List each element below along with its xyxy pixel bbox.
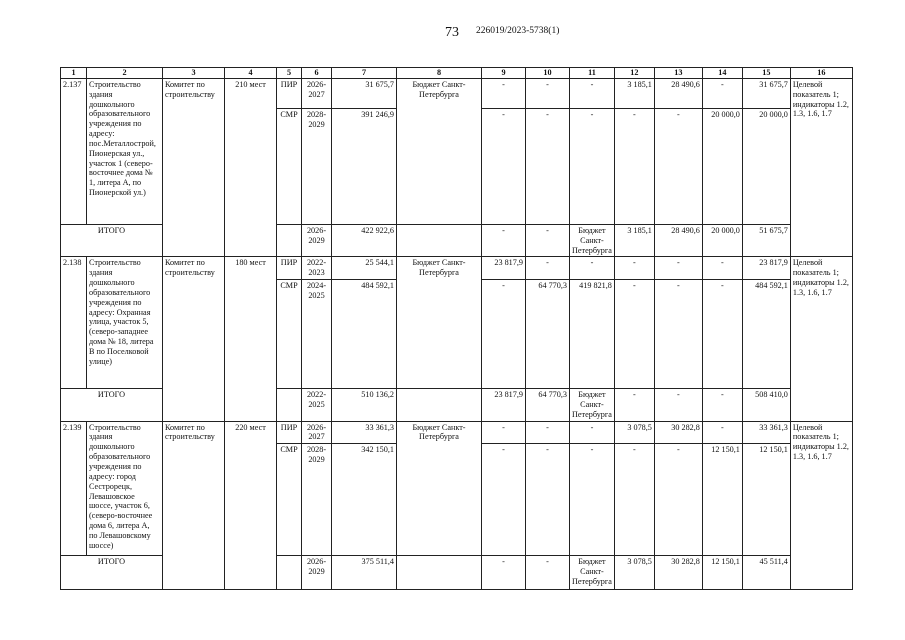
column-header: 2 [87,68,163,79]
object-description: Строительство здания дошкольного образовательного учреждения по адресу: пос.Металлострой, Пионерская ул., участок 1 (северо-восточнее дома № 1, литера А, по Пионерской ул.) [87,78,163,224]
value-cell: 64 770,3 [526,389,570,422]
value-cell: - [614,257,654,280]
column-header: 13 [654,68,702,79]
page-number: 73 [445,25,459,40]
indicator-note: Целевой показатель 1; индикаторы 1.2, 1.3, 1.6, 1.7 [790,421,852,590]
committee: Комитет по строительству [163,257,225,421]
total-cost: 33 361,3 [332,421,397,444]
value-cell: - [614,444,654,556]
value-cell: 28 490,6 [654,224,702,257]
total-cost: 422 922,6 [332,224,397,257]
value-cell: 12 150,1 [742,444,790,556]
column-header: 4 [225,68,277,79]
value-cell: 45 511,4 [742,556,790,590]
value-cell: 20 000,0 [702,224,742,257]
value-cell: - [702,421,742,444]
years: 2026-2027 [302,78,332,108]
value-cell: 3 078,5 [614,556,654,590]
document-id: 226019/2023-5738(1) [476,26,560,36]
value-cell: 30 282,8 [654,556,702,590]
program-table [60,67,853,590]
years: 2028-2029 [302,444,332,556]
value-cell: - [702,280,742,389]
itogo-budget: Бюджет Санкт-Петербурга [570,224,615,257]
value-cell: 33 361,3 [742,421,790,444]
value-cell: 23 817,9 [482,257,526,280]
table-row [61,257,853,280]
value-cell: - [482,421,526,444]
page-header [0,25,905,45]
column-header: 6 [302,68,332,79]
table-row [61,421,853,444]
value-cell: - [526,444,570,556]
total-cost: 375 511,4 [332,556,397,590]
value-cell: 28 490,6 [654,78,702,108]
total-cost: 342 150,1 [332,444,397,556]
committee: Комитет по строительству [163,421,225,590]
itogo-budget: Бюджет Санкт-Петербурга [570,389,615,422]
years: 2022-2025 [302,389,332,422]
value-cell: 20 000,0 [702,108,742,224]
value-cell: - [482,108,526,224]
value-cell: 419 821,8 [570,280,615,389]
committee: Комитет по строительству [163,78,225,257]
capacity: 220 мест [225,421,277,590]
column-header: 1 [61,68,87,79]
entry-number: 2.139 [61,421,87,556]
years: 2026-2029 [302,556,332,590]
object-description: Строительство здания дошкольного образовательного учреждения по адресу: Охранная улица, участок 5, (северо-западнее дома № 18, литера В по Поселковой улице) [87,257,163,389]
itogo-label: ИТОГО [61,224,163,257]
itogo-label: ИТОГО [61,389,163,422]
value-cell: 508 410,0 [742,389,790,422]
column-header: 10 [526,68,570,79]
capacity: 210 мест [225,78,277,257]
value-cell: 12 150,1 [702,444,742,556]
value-cell: - [614,280,654,389]
entry-number: 2.137 [61,78,87,224]
value-cell: - [482,280,526,389]
total-cost: 25 544,1 [332,257,397,280]
value-cell: - [482,224,526,257]
value-cell: 30 282,8 [654,421,702,444]
column-header: 8 [397,68,482,79]
value-cell: - [654,444,702,556]
funding-source: Бюджет Санкт-Петербурга [397,421,482,556]
itogo-label: ИТОГО [61,556,163,590]
value-cell: - [482,78,526,108]
value-cell: - [614,389,654,422]
work-type: ПИР [277,421,302,444]
value-cell: - [570,78,615,108]
value-cell: - [482,444,526,556]
total-cost: 484 592,1 [332,280,397,389]
value-cell: 31 675,7 [742,78,790,108]
work-type: СМР [277,280,302,389]
value-cell: 23 817,9 [482,389,526,422]
value-cell: - [570,444,615,556]
years: 2026-2027 [302,421,332,444]
table-row [61,78,853,108]
capacity: 180 мест [225,257,277,421]
value-cell: - [570,108,615,224]
value-cell: - [570,421,615,444]
total-cost: 510 136,2 [332,389,397,422]
indicator-note: Целевой показатель 1; индикаторы 1.2, 1.3, 1.6, 1.7 [790,78,852,257]
value-cell: - [702,389,742,422]
value-cell: - [654,257,702,280]
value-cell: - [654,389,702,422]
itogo-budget: Бюджет Санкт-Петербурга [570,556,615,590]
value-cell: - [526,108,570,224]
value-cell: - [526,421,570,444]
work-type: ПИР [277,78,302,108]
value-cell: 3 185,1 [614,78,654,108]
value-cell: - [702,257,742,280]
value-cell: - [702,78,742,108]
years: 2028-2029 [302,108,332,224]
value-cell: - [614,108,654,224]
value-cell: 20 000,0 [742,108,790,224]
value-cell: 23 817,9 [742,257,790,280]
value-cell: 51 675,7 [742,224,790,257]
work-type: ПИР [277,257,302,280]
value-cell: - [526,224,570,257]
value-cell: - [654,280,702,389]
value-cell: - [570,257,615,280]
value-cell: - [526,556,570,590]
entry-number: 2.138 [61,257,87,389]
value-cell: 64 770,3 [526,280,570,389]
indicator-note: Целевой показатель 1; индикаторы 1.2, 1.3, 1.6, 1.7 [790,257,852,421]
funding-source: Бюджет Санкт-Петербурга [397,257,482,389]
column-number-row [61,68,853,79]
value-cell: 484 592,1 [742,280,790,389]
column-header: 3 [163,68,225,79]
object-description: Строительство здания дошкольного образовательного учреждения по адресу: город Сестрорецк, Левашовское шоссе, участок 6, (северо-восточнее дома 6, литера А, по Левашовскому шоссе) [87,421,163,556]
total-cost: 391 246,9 [332,108,397,224]
value-cell: - [654,108,702,224]
years: 2022-2023 [302,257,332,280]
work-type: СМР [277,444,302,556]
column-header: 7 [332,68,397,79]
column-header: 14 [702,68,742,79]
column-header: 9 [482,68,526,79]
total-cost: 31 675,7 [332,78,397,108]
value-cell: 12 150,1 [702,556,742,590]
value-cell: - [526,78,570,108]
value-cell: 3 185,1 [614,224,654,257]
column-header: 12 [614,68,654,79]
years: 2026-2029 [302,224,332,257]
value-cell: 3 078,5 [614,421,654,444]
value-cell: - [482,556,526,590]
column-header: 5 [277,68,302,79]
work-type: СМР [277,108,302,224]
column-header: 11 [570,68,615,79]
column-header: 16 [790,68,852,79]
years: 2024-2025 [302,280,332,389]
column-header: 15 [742,68,790,79]
funding-source: Бюджет Санкт-Петербурга [397,78,482,224]
value-cell: - [526,257,570,280]
